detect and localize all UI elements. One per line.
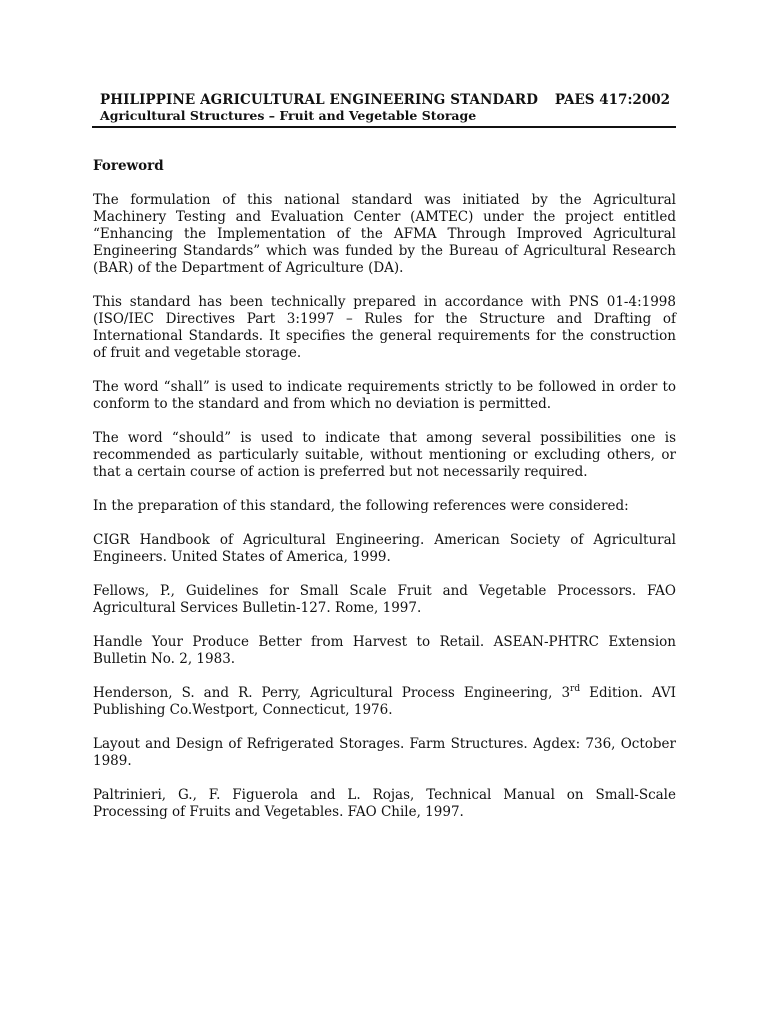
standard-subtitle: Agricultural Structures – Fruit and Vegetable Storage xyxy=(100,108,477,123)
reference-text: Edition. AVI Publishing Co.Westport, Connecticut, 1976. xyxy=(93,685,676,718)
section-heading: Foreword xyxy=(93,158,164,174)
standard-title: PHILIPPINE AGRICULTURAL ENGINEERING STANDARD xyxy=(100,92,539,108)
reference-item: Fellows, P., Guidelines for Small Scale Fruit and Vegetable Processors. FAO Agricultural Services Bulletin-127. Rome, 1997. xyxy=(93,583,676,616)
reference-text: Henderson, S. and R. Perry, Agricultural Process Engineering, 3 xyxy=(93,685,571,701)
foreword-paragraph: This standard has been technically prepared in accordance with PNS 01-4:1998 (ISO/IEC Directives Part 3:1997 – Rules for the Structure and Drafting of International Standards. It specifies the general requirements for the construction of fruit and vegetable storage. xyxy=(93,294,676,361)
reference-item: CIGR Handbook of Agricultural Engineering. American Society of Agricultural Engineers. United States of America, 1999. xyxy=(93,532,676,565)
reference-item: Paltrinieri, G., F. Figuerola and L. Rojas, Technical Manual on Small-Scale Processing of Fruits and Vegetables. FAO Chile, 1997. xyxy=(93,787,676,820)
standard-code: PAES 417:2002 xyxy=(554,92,670,108)
foreword-paragraph: In the preparation of this standard, the following references were considered: xyxy=(93,498,629,514)
ordinal-superscript: rd xyxy=(570,683,581,694)
reference-item: Layout and Design of Refrigerated Storages. Farm Structures. Agdex: 736, October 1989. xyxy=(93,736,676,769)
page-header xyxy=(92,90,676,128)
foreword-paragraph: The formulation of this national standard was initiated by the Agricultural Machinery Testing and Evaluation Center (AMTEC) under the project entitled “Enhancing the Implementation of the AFMA Through Improved Agricultural Engineering Standards” which was funded by the Bureau of Agricultural Research (BAR) of the Department of Agriculture (DA). xyxy=(93,192,676,276)
foreword-paragraph: The word “shall” is used to indicate requirements strictly to be followed in order to conform to the standard and from which no deviation is permitted. xyxy=(93,379,676,412)
foreword-paragraph: The word “should” is used to indicate that among several possibilities one is recommended as particularly suitable, without mentioning or excluding others, or that a certain course of action is preferred but not necessarily required. xyxy=(93,430,676,480)
reference-item xyxy=(93,685,676,719)
reference-item: Handle Your Produce Better from Harvest to Retail. ASEAN-PHTRC Extension Bulletin No. 2, 1983. xyxy=(93,634,676,667)
foreword-section xyxy=(93,150,676,838)
